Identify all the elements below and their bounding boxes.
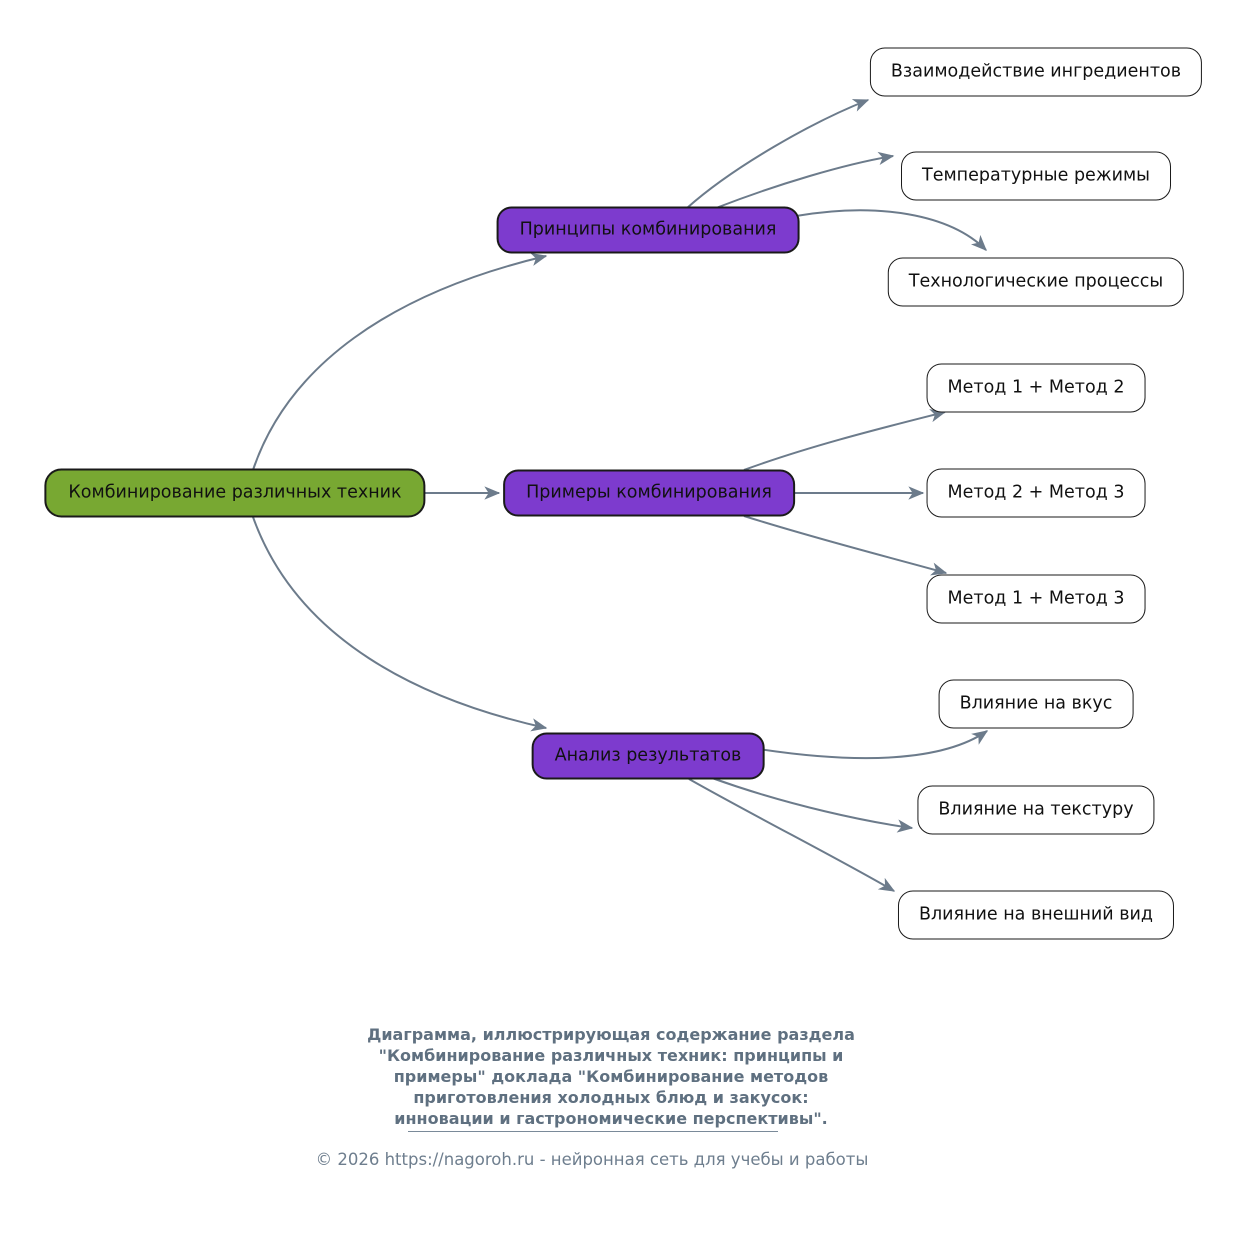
caption-line: приготовления холодных блюд и закусок: [413, 1088, 809, 1107]
edge-branch3-leaf7 [759, 731, 987, 758]
edge-branch3-leaf9 [689, 779, 894, 891]
caption-line: "Комбинирование различных техник: принципы и [378, 1046, 844, 1065]
edge-branch2-leaf4 [744, 412, 945, 470]
node-leaf-temperature-modes: Температурные режимы [901, 152, 1171, 201]
caption-line: примеры" доклада "Комбинирование методов [393, 1067, 829, 1086]
edge-branch1-leaf1 [687, 100, 868, 208]
edge-root-branch3 [253, 517, 546, 728]
caption-line: Диаграмма, иллюстрирующая содержание раздела [367, 1025, 855, 1044]
node-leaf-taste-impact: Влияние на вкус [939, 680, 1134, 729]
copyright-text: © 2026 https://nagoroh.ru - нейронная сеть для учебы и работы [315, 1150, 869, 1169]
node-branch-examples: Примеры комбинирования [503, 470, 795, 517]
edge-branch1-leaf3 [796, 210, 986, 250]
edge-root-branch1 [253, 256, 546, 470]
diagram-caption [367, 1024, 855, 1129]
edge-branch1-leaf2 [716, 156, 893, 208]
caption-line: инновации и гастрономические перспективы". [394, 1109, 828, 1128]
node-leaf-ingredient-interaction: Взаимодействие ингредиентов [870, 48, 1202, 97]
node-leaf-technological-processes: Технологические процессы [888, 258, 1184, 307]
node-root: Комбинирование различных техник [44, 469, 425, 518]
node-leaf-appearance-impact: Влияние на внешний вид [898, 891, 1174, 940]
node-branch-analysis: Анализ результатов [532, 733, 765, 780]
edge-branch2-leaf6 [744, 516, 946, 573]
node-leaf-texture-impact: Влияние на текстуру [917, 786, 1154, 835]
node-leaf-method-1-2: Метод 1 + Метод 2 [927, 364, 1146, 413]
footer-divider [408, 1131, 778, 1132]
node-leaf-method-2-3: Метод 2 + Метод 3 [927, 469, 1146, 518]
edge-branch3-leaf8 [712, 778, 912, 828]
node-branch-principles: Принципы комбинирования [497, 207, 800, 254]
node-leaf-method-1-3: Метод 1 + Метод 3 [927, 575, 1146, 624]
